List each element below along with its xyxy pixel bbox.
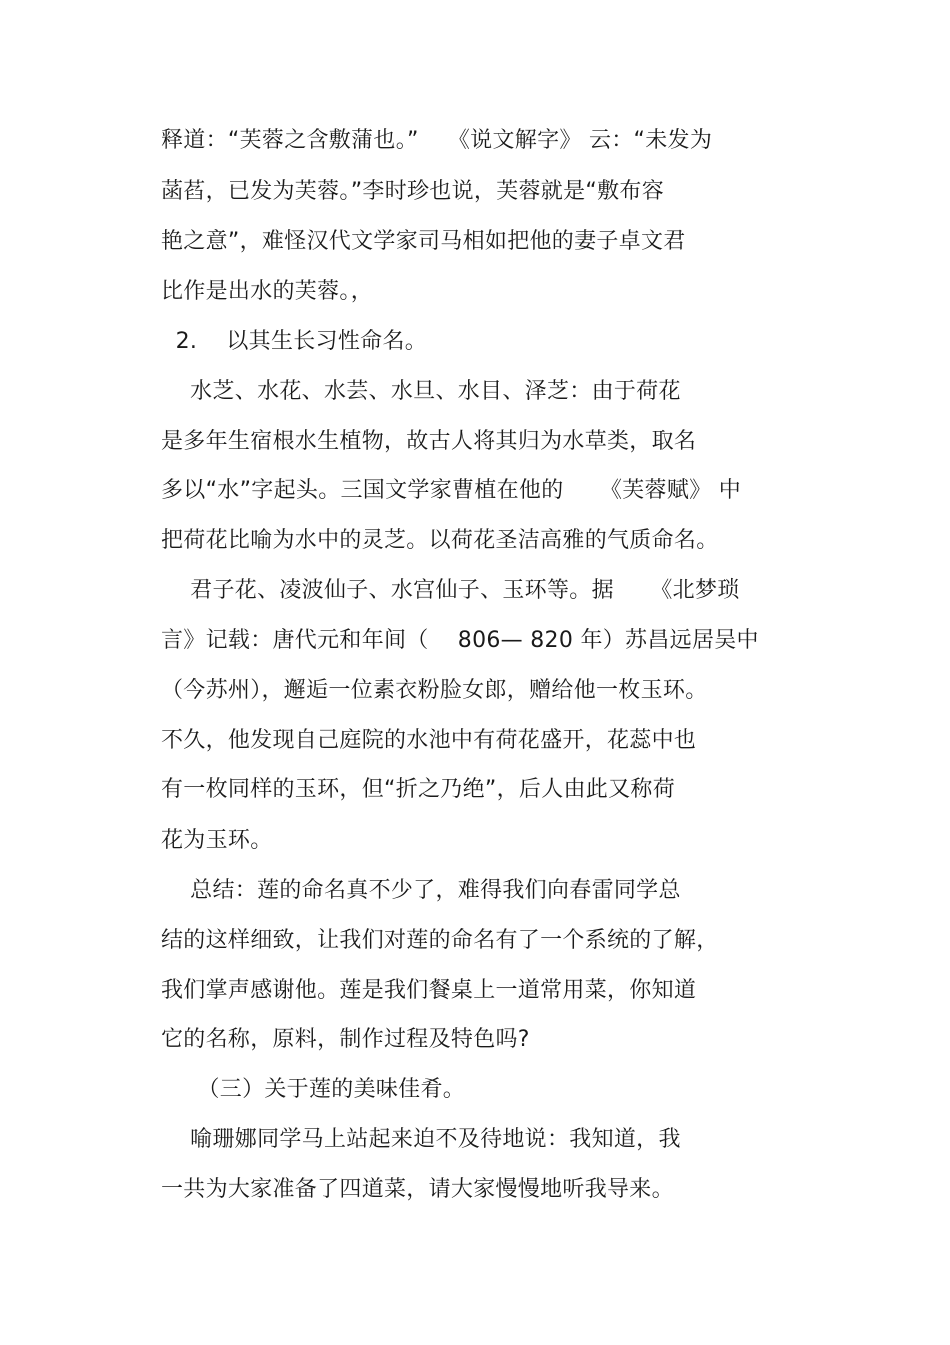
- text-line: 言》记载：唐代元和年间（ 806— 820 年）苏昌远居吴中: [161, 628, 759, 653]
- text-line: 有一枚同样的玉环，但“折之乃绝”，后人由此又称荷: [161, 777, 675, 802]
- text-line: 不久，他发现自己庭院的水池中有荷花盛开，花蕊中也: [161, 728, 697, 753]
- section-heading: （三）关于莲的美味佳肴。: [161, 1077, 466, 1102]
- text-line: 总结：莲的命名真不少了，难得我们向春雷同学总: [161, 878, 681, 903]
- text-line: 是多年生宿根水生植物，故古人将其归为水草类，取名: [161, 429, 697, 454]
- text-line: 花为玉环。: [161, 828, 273, 853]
- text-line: 菡萏，已发为芙蓉。”李时珍也说，芙蓉就是“敷布容: [161, 179, 664, 204]
- text-line: 水芝、水花、水芸、水旦、水目、泽芝：由于荷花: [161, 379, 681, 404]
- text-line: 一共为大家准备了四道菜，请大家慢慢地听我导来。: [161, 1177, 674, 1202]
- text-line: 比作是出水的芙蓉。，: [161, 279, 374, 304]
- text-line: 我们掌声感谢他。莲是我们餐桌上一道常用菜，你知道: [161, 978, 697, 1003]
- text-line: 多以“水”字起头。三国文学家曹植在他的 《芙蓉赋》 中: [161, 478, 742, 503]
- text-line: 君子花、凌波仙子、水宫仙子、玉环等。据 《北梦琐: [161, 578, 740, 603]
- text-line: （今苏州），邂逅一位素衣粉脸女郎，赠给他一枚玉环。: [161, 678, 708, 703]
- section-heading: 2. 以其生长习性命名。: [161, 329, 428, 354]
- text-line: 释道：“芙蓉之含敷蒲也。” 《说文解字》 云：“未发为: [161, 128, 713, 153]
- text-line: 艳之意”，难怪汉代文学家司马相如把他的妻子卓文君: [161, 229, 686, 254]
- text-line: 把荷花比喻为水中的灵芝。以荷花圣洁高雅的气质命名。: [161, 528, 719, 553]
- text-line: 结的这样细致，让我们对莲的命名有了一个系统的了解，: [161, 928, 719, 953]
- text-line: 它的名称，原料，制作过程及特色吗?: [161, 1027, 530, 1052]
- text-line: 喻珊娜同学马上站起来迫不及待地说：我知道，我: [161, 1127, 681, 1152]
